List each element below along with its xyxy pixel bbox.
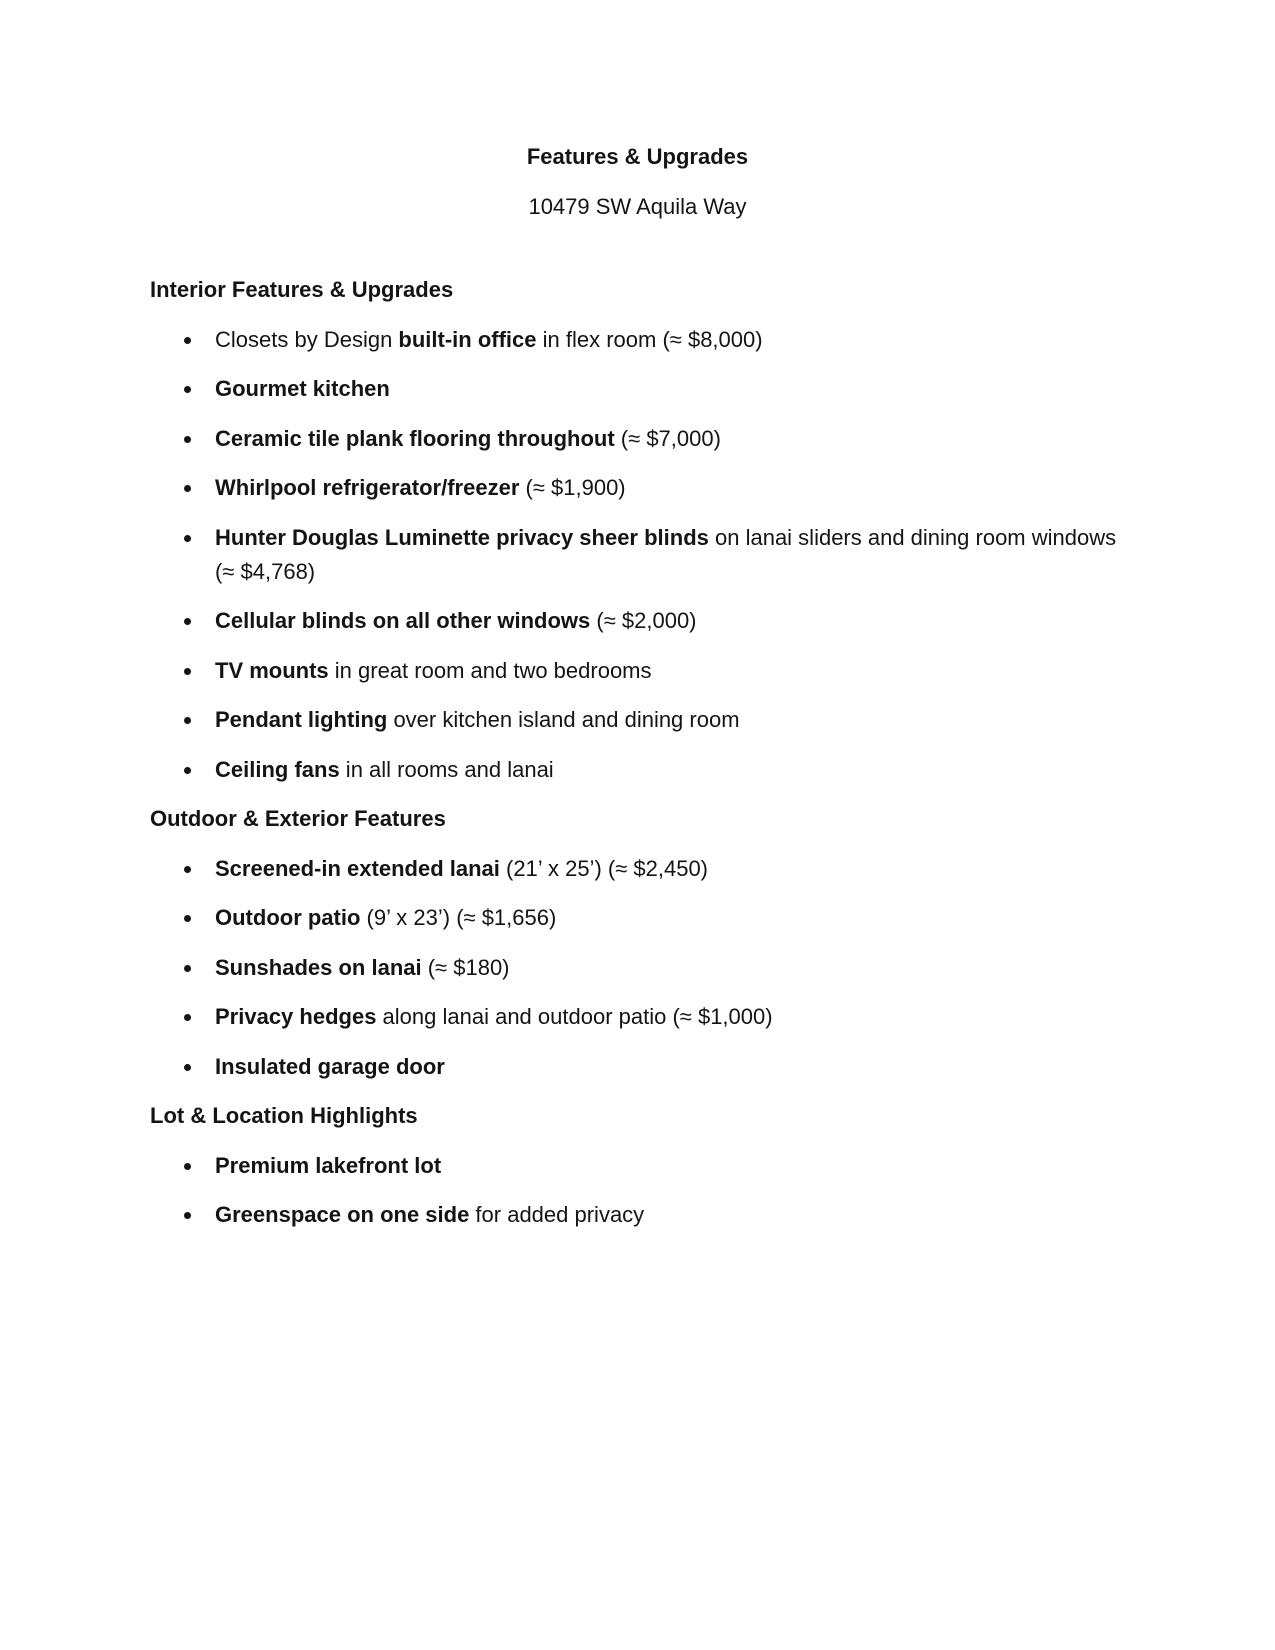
bullet-icon xyxy=(184,1163,191,1170)
bullet-text-post: (21’ x 25’) (≈ $2,450) xyxy=(499,855,709,881)
page-subtitle: 10479 SW Aquila Way xyxy=(528,194,747,219)
bullet-icon xyxy=(184,767,191,774)
bullet-icon xyxy=(184,337,191,344)
list-item xyxy=(150,1050,1125,1084)
bullet-text-bold: built-in office xyxy=(398,326,537,352)
bullet-icon xyxy=(184,618,191,625)
bullet-icon xyxy=(184,535,191,542)
bullet-text-bold: Premium lakefront lot xyxy=(215,1152,442,1178)
bullet-list-lot xyxy=(150,1149,1125,1233)
section-heading-outdoor: Outdoor & Exterior Features xyxy=(150,806,446,831)
section-heading-interior: Interior Features & Upgrades xyxy=(150,277,454,302)
bullet-text-bold: Sunshades on lanai xyxy=(215,954,422,980)
bullet-text-post: for added privacy xyxy=(469,1202,645,1227)
bullet-text-post: (≈ $1,900) xyxy=(519,475,626,500)
bullet-icon xyxy=(184,386,191,393)
list-item xyxy=(150,753,1125,787)
list-item xyxy=(150,901,1125,935)
bullet-text-post: in great room and two bedrooms xyxy=(328,657,652,683)
bullet-icon xyxy=(184,1064,191,1071)
bullet-text-bold: Ceramic tile plank flooring throughout xyxy=(215,425,615,451)
bullet-text-post: (≈ $2,000) xyxy=(590,608,697,633)
bullet-text-bold: TV mounts xyxy=(215,657,329,683)
bullet-text-post: (≈ $180) xyxy=(421,954,510,980)
bullet-text-bold: Privacy hedges xyxy=(215,1004,377,1029)
list-item xyxy=(150,521,1125,589)
bullet-text-bold: Greenspace on one side xyxy=(215,1202,470,1227)
bullet-icon xyxy=(184,668,191,675)
bullet-list-outdoor xyxy=(150,852,1125,1084)
bullet-list-interior xyxy=(150,323,1125,787)
bullet-text-bold: Ceiling fans xyxy=(215,756,340,782)
list-item xyxy=(150,1198,1125,1232)
bullet-icon xyxy=(184,915,191,922)
list-item xyxy=(150,372,1125,406)
bullet-text-bold: Outdoor patio xyxy=(215,905,361,930)
list-item xyxy=(150,703,1125,737)
list-item xyxy=(150,604,1125,638)
bullet-text-pre: Closets by Design xyxy=(215,326,399,352)
list-item xyxy=(150,422,1125,456)
bullet-text-bold: Pendant lighting xyxy=(215,707,388,732)
list-item xyxy=(150,323,1125,357)
bullet-icon xyxy=(184,485,191,492)
list-item xyxy=(150,1000,1125,1034)
bullet-text-bold: Whirlpool refrigerator/freezer xyxy=(215,475,520,500)
bullet-text-post: (9’ x 23’) (≈ $1,656) xyxy=(360,905,557,930)
bullet-text-bold: Hunter Douglas Luminette privacy sheer blinds xyxy=(215,524,709,550)
list-item xyxy=(150,951,1125,985)
list-item xyxy=(150,654,1125,688)
page-title: Features & Upgrades xyxy=(526,144,749,169)
list-item xyxy=(150,471,1125,505)
list-item xyxy=(150,1149,1125,1183)
bullet-text-bold: Gourmet kitchen xyxy=(215,376,390,401)
bullet-text-bold: Screened-in extended lanai xyxy=(215,855,500,881)
bullet-text-post: on lanai sliders and dining room windows (≈ $4,768) xyxy=(215,524,1117,584)
bullet-icon xyxy=(184,1212,191,1219)
section-heading-lot: Lot & Location Highlights xyxy=(150,1103,418,1128)
bullet-text-post: over kitchen island and dining room xyxy=(387,707,740,732)
bullet-text-bold: Insulated garage door xyxy=(215,1053,445,1079)
list-item xyxy=(150,852,1125,886)
bullet-icon xyxy=(184,965,191,972)
bullet-text-bold: Cellular blinds on all other windows xyxy=(215,608,591,633)
bullet-icon xyxy=(184,1014,191,1021)
bullet-icon xyxy=(184,866,191,873)
bullet-text-post: (≈ $7,000) xyxy=(614,425,721,451)
bullet-text-post: along lanai and outdoor patio (≈ $1,000) xyxy=(376,1004,773,1029)
bullet-icon xyxy=(184,436,191,443)
bullet-icon xyxy=(184,717,191,724)
bullet-text-post: in all rooms and lanai xyxy=(339,756,554,782)
bullet-text-post: in flex room (≈ $8,000) xyxy=(536,326,763,352)
